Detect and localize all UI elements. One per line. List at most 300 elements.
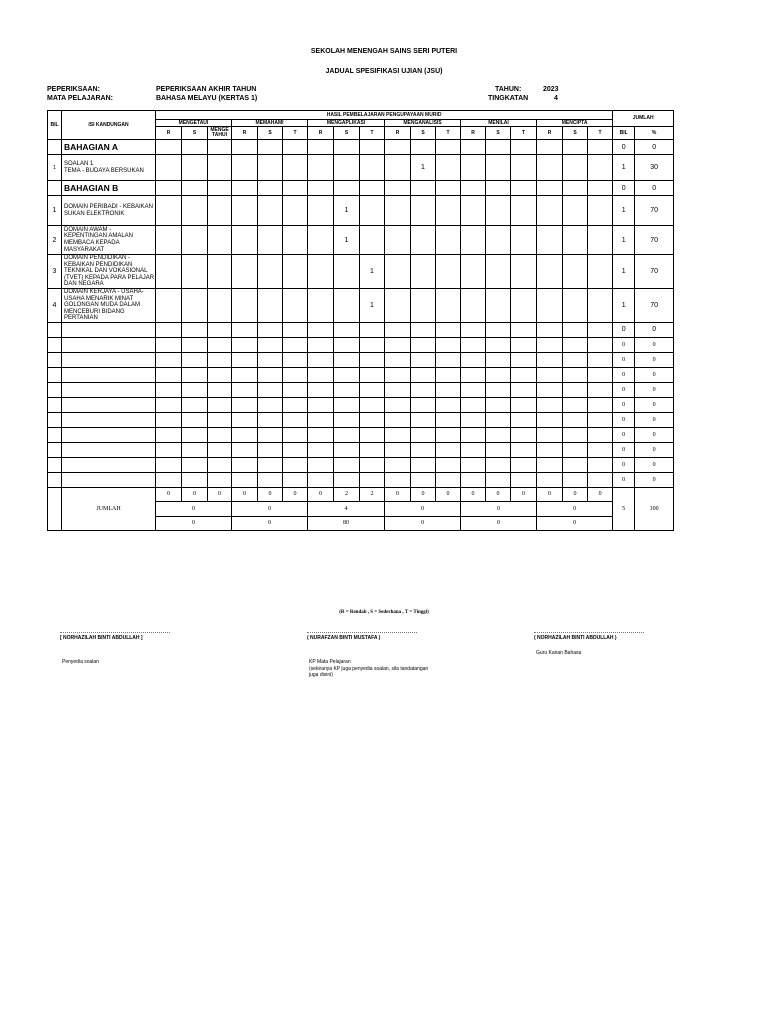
isi-kandungan xyxy=(62,289,156,323)
grid-cell xyxy=(436,155,461,181)
grid-cell xyxy=(334,322,360,337)
grid-cell xyxy=(258,412,283,427)
total-bil: 0 xyxy=(613,382,635,397)
grid-cell xyxy=(182,382,208,397)
total-bil: 0 xyxy=(613,367,635,382)
grid-cell xyxy=(283,226,308,255)
grid-cell xyxy=(411,226,436,255)
grid-cell xyxy=(308,155,334,181)
grid-cell xyxy=(588,322,613,337)
level-count: 0 xyxy=(232,501,308,516)
table-row xyxy=(48,337,674,352)
grid-cell xyxy=(436,382,461,397)
grid-cell xyxy=(208,352,232,367)
grid-cell xyxy=(258,457,283,472)
grid-cell xyxy=(232,412,258,427)
grid-cell xyxy=(411,352,436,367)
grid-cell xyxy=(360,226,385,255)
grid-cell xyxy=(208,289,232,323)
level-value: 4 xyxy=(554,95,558,102)
grid-cell xyxy=(258,289,283,323)
count-cell: 0 xyxy=(308,487,334,501)
grid-cell xyxy=(182,322,208,337)
grand-total-bil: 5 xyxy=(613,487,635,530)
count-cell: 0 xyxy=(385,487,411,501)
isi-text: DOMAIN KERJAYA - USAHA-USAHA MENARIK MINAT GOLONGAN MUDA DALAM MENCEBURI BIDANG PERTANIAN xyxy=(64,289,144,322)
grid-cell xyxy=(258,337,283,352)
grid-cell xyxy=(258,442,283,457)
grid-cell xyxy=(182,181,208,196)
grid-cell xyxy=(436,181,461,196)
grid-cell xyxy=(486,140,511,155)
grid-cell xyxy=(411,367,436,382)
table-row xyxy=(48,255,674,289)
grid-cell xyxy=(511,367,537,382)
total-bil: 0 xyxy=(613,472,635,487)
grid-cell xyxy=(334,140,360,155)
grid-cell xyxy=(411,472,436,487)
col-hasil-pembelajaran: HASIL PEMBELAJARAN PENGUPAYAAN MURID xyxy=(156,111,613,120)
mark-cell: 1 xyxy=(360,289,385,323)
grid-cell xyxy=(511,322,537,337)
grid-cell xyxy=(563,289,588,323)
total-bil: 1 xyxy=(613,255,635,289)
grid-cell xyxy=(182,427,208,442)
level-header: MENGANALISIS xyxy=(385,120,461,127)
isi-text: TEMA - BUDAYA BERSUKAN xyxy=(64,167,144,174)
grid-cell xyxy=(537,367,563,382)
grid-cell xyxy=(511,140,537,155)
grand-total-pct: 100 xyxy=(635,487,674,530)
table-row xyxy=(48,322,674,337)
sub-header: T xyxy=(283,127,308,140)
isi-kandungan xyxy=(62,155,156,181)
grid-cell xyxy=(258,155,283,181)
count-cell: 0 xyxy=(537,487,563,501)
grid-cell xyxy=(511,226,537,255)
total-pct: 0 xyxy=(635,412,674,427)
grid-cell xyxy=(563,382,588,397)
grid-cell xyxy=(334,352,360,367)
grid-cell xyxy=(208,472,232,487)
signature-name: [ NORHAZILAH BINTI ABDULLAH ] xyxy=(60,635,143,641)
grid-cell xyxy=(436,226,461,255)
total-pct: 0 xyxy=(635,367,674,382)
count-cell: 0 xyxy=(461,487,486,501)
grid-cell xyxy=(360,352,385,367)
grid-cell xyxy=(308,427,334,442)
table-row xyxy=(48,457,674,472)
table-row xyxy=(48,226,674,255)
grid-cell xyxy=(385,397,411,412)
exam-value: PEPERIKSAAN AKHIR TAHUN xyxy=(156,86,257,93)
grid-cell xyxy=(283,442,308,457)
table-row xyxy=(48,196,674,226)
grid-cell xyxy=(411,196,436,226)
grid-cell xyxy=(461,226,486,255)
grid-cell xyxy=(411,255,436,289)
grid-cell xyxy=(461,255,486,289)
grid-cell xyxy=(563,472,588,487)
signature-role: KP Mata Pelajaran (sekiranya KP juga penyedia soalan, sila tandatangan juga disini) xyxy=(309,659,429,678)
grid-cell xyxy=(411,322,436,337)
grid-cell xyxy=(258,367,283,382)
grid-cell xyxy=(156,140,182,155)
total-pct: 0 xyxy=(635,457,674,472)
grid-cell xyxy=(436,472,461,487)
school-name: SEKOLAH MENENGAH SAINS SERI PUTERI xyxy=(310,48,458,55)
grid-cell xyxy=(563,367,588,382)
total-bil: 1 xyxy=(613,155,635,181)
grid-cell xyxy=(436,322,461,337)
grid-cell xyxy=(208,412,232,427)
isi-kandungan xyxy=(62,337,156,352)
grid-cell xyxy=(156,352,182,367)
grid-cell xyxy=(258,255,283,289)
table-row xyxy=(48,382,674,397)
isi-kandungan xyxy=(62,442,156,457)
section-label: BAHAGIAN A xyxy=(62,140,156,155)
grid-cell xyxy=(360,155,385,181)
col-jumlah: JUMLAH xyxy=(613,111,674,127)
grid-cell xyxy=(436,427,461,442)
isi-kandungan xyxy=(62,322,156,337)
grid-cell xyxy=(588,226,613,255)
isi-kandungan xyxy=(62,196,156,226)
total-pct: 70 xyxy=(635,289,674,323)
grid-cell xyxy=(308,196,334,226)
grid-cell xyxy=(563,337,588,352)
grid-cell xyxy=(486,472,511,487)
count-cell: 0 xyxy=(563,487,588,501)
table-row xyxy=(48,412,674,427)
total-bil: 0 xyxy=(613,427,635,442)
total-pct: 0 xyxy=(635,382,674,397)
grid-cell xyxy=(563,181,588,196)
grid-cell xyxy=(537,352,563,367)
sub-header: R xyxy=(385,127,411,140)
grid-cell xyxy=(588,196,613,226)
grid-cell xyxy=(208,155,232,181)
grid-cell xyxy=(461,352,486,367)
grid-cell xyxy=(461,427,486,442)
sub-header: S xyxy=(486,127,511,140)
grid-cell xyxy=(461,457,486,472)
grid-cell xyxy=(156,337,182,352)
grid-cell xyxy=(486,196,511,226)
grid-cell xyxy=(588,457,613,472)
table-row xyxy=(48,487,674,501)
total-bil: 0 xyxy=(613,442,635,457)
mark-cell: 1 xyxy=(334,226,360,255)
grid-cell xyxy=(461,337,486,352)
grid-cell xyxy=(308,397,334,412)
grid-cell xyxy=(283,427,308,442)
bil-cell xyxy=(48,397,62,412)
grid-cell xyxy=(360,337,385,352)
isi-kandungan xyxy=(62,226,156,255)
grid-cell xyxy=(537,397,563,412)
grid-cell xyxy=(283,397,308,412)
level-header: MEMAHAMI xyxy=(232,120,308,127)
grid-cell xyxy=(486,352,511,367)
grid-cell xyxy=(411,382,436,397)
level-header: MENGETAUI xyxy=(156,120,232,127)
grid-cell xyxy=(486,382,511,397)
grid-cell xyxy=(182,226,208,255)
grid-cell xyxy=(563,397,588,412)
total-pct: 0 xyxy=(635,140,674,155)
grid-cell xyxy=(511,337,537,352)
grid-cell xyxy=(283,472,308,487)
grid-cell xyxy=(411,442,436,457)
level-pct: 0 xyxy=(537,516,613,530)
grid-cell xyxy=(486,427,511,442)
grid-cell xyxy=(308,412,334,427)
bil-cell xyxy=(48,487,62,530)
grid-cell xyxy=(537,412,563,427)
grid-cell xyxy=(360,322,385,337)
grid-cell xyxy=(511,196,537,226)
grid-cell xyxy=(563,226,588,255)
year-label: TAHUN: xyxy=(495,86,522,93)
grid-cell xyxy=(182,255,208,289)
grid-cell xyxy=(385,226,411,255)
grid-cell xyxy=(436,397,461,412)
signature-line xyxy=(307,632,417,633)
grid-cell xyxy=(461,155,486,181)
grid-cell xyxy=(588,337,613,352)
sub-header: S xyxy=(563,127,588,140)
isi-kandungan xyxy=(62,412,156,427)
grid-cell xyxy=(385,155,411,181)
grid-cell xyxy=(588,140,613,155)
grid-cell xyxy=(537,382,563,397)
grid-cell xyxy=(411,427,436,442)
grid-cell xyxy=(334,397,360,412)
grid-cell xyxy=(360,397,385,412)
level-pct: 0 xyxy=(385,516,461,530)
count-cell: 2 xyxy=(360,487,385,501)
total-bil: 0 xyxy=(613,457,635,472)
isi-kandungan xyxy=(62,367,156,382)
isi-text: DOMAIN AWAM - KEPENTINGAN AMALAN MEMBACA KEPADA MASYARAKAT xyxy=(64,226,134,253)
total-pct: 70 xyxy=(635,196,674,226)
grid-cell xyxy=(486,322,511,337)
grid-cell xyxy=(486,289,511,323)
grid-cell xyxy=(182,412,208,427)
grid-cell xyxy=(283,412,308,427)
grid-cell xyxy=(537,472,563,487)
bil-cell xyxy=(48,442,62,457)
grid-cell xyxy=(283,289,308,323)
grid-cell xyxy=(385,289,411,323)
sub-header: T xyxy=(360,127,385,140)
grid-cell xyxy=(563,155,588,181)
bil-cell xyxy=(48,181,62,196)
grid-cell xyxy=(182,472,208,487)
grid-cell xyxy=(511,289,537,323)
total-pct: 0 xyxy=(635,352,674,367)
grid-cell xyxy=(411,289,436,323)
level-count: 0 xyxy=(385,501,461,516)
grid-cell xyxy=(385,255,411,289)
total-pct: 0 xyxy=(635,181,674,196)
grid-cell xyxy=(258,140,283,155)
level-header: MENGAPLIKASI xyxy=(308,120,385,127)
year-value: 2023 xyxy=(543,86,559,93)
grid-cell xyxy=(461,181,486,196)
signature-guru-kanan xyxy=(534,632,644,656)
grid-cell xyxy=(461,412,486,427)
grid-cell xyxy=(156,181,182,196)
grid-cell xyxy=(385,352,411,367)
grid-cell xyxy=(182,196,208,226)
grid-cell xyxy=(537,457,563,472)
grid-cell xyxy=(232,196,258,226)
grid-cell xyxy=(308,181,334,196)
total-pct: 70 xyxy=(635,255,674,289)
grid-cell xyxy=(511,412,537,427)
sub-header: S xyxy=(334,127,360,140)
sub-header: R xyxy=(156,127,182,140)
grid-cell xyxy=(588,472,613,487)
grid-cell xyxy=(461,322,486,337)
grid-cell xyxy=(537,140,563,155)
sub-header: S xyxy=(411,127,436,140)
grid-cell xyxy=(537,322,563,337)
grid-cell xyxy=(486,457,511,472)
bil-cell xyxy=(48,427,62,442)
grid-cell xyxy=(258,196,283,226)
count-cell: 0 xyxy=(156,487,182,501)
grid-cell xyxy=(308,337,334,352)
bil-cell: 1 xyxy=(48,196,62,226)
grid-cell xyxy=(385,457,411,472)
grid-cell xyxy=(537,337,563,352)
grid-cell xyxy=(182,457,208,472)
grid-cell xyxy=(208,140,232,155)
grid-cell xyxy=(308,382,334,397)
grid-cell xyxy=(563,322,588,337)
grid-cell xyxy=(182,352,208,367)
total-pct: 0 xyxy=(635,337,674,352)
signature-name: ( NORHAZILAH BINTI ABDULLAH ) xyxy=(534,635,617,641)
signature-line xyxy=(60,632,170,633)
grid-cell xyxy=(461,289,486,323)
table-row xyxy=(48,140,674,155)
grid-cell xyxy=(156,442,182,457)
grid-cell xyxy=(436,255,461,289)
grid-cell xyxy=(461,196,486,226)
grid-cell xyxy=(461,140,486,155)
level-pct: 0 xyxy=(232,516,308,530)
grid-cell xyxy=(208,226,232,255)
grid-cell xyxy=(385,140,411,155)
total-bil: 0 xyxy=(613,181,635,196)
grid-cell xyxy=(588,397,613,412)
total-pct: 30 xyxy=(635,155,674,181)
table-row xyxy=(48,181,674,196)
grid-cell xyxy=(283,322,308,337)
grid-cell xyxy=(208,367,232,382)
grid-cell xyxy=(232,181,258,196)
grid-cell xyxy=(511,155,537,181)
total-bil: 1 xyxy=(613,196,635,226)
signature-role: Penyedia soalan xyxy=(62,659,99,665)
grid-cell xyxy=(588,427,613,442)
grid-cell xyxy=(588,352,613,367)
grid-cell xyxy=(232,382,258,397)
isi-text: DOMAIN PENDIDIKAN -KEBAIKAN PENDIDIKAN TEKNIKAL DAN VOKASIONAL (TVET) KEPADA PARA PELAJAR DAN NEGARA xyxy=(64,255,155,288)
level-count: 0 xyxy=(156,501,232,516)
grid-cell xyxy=(182,367,208,382)
grid-cell xyxy=(283,352,308,367)
grid-cell xyxy=(385,367,411,382)
grid-cell xyxy=(156,322,182,337)
mark-cell: 1 xyxy=(334,196,360,226)
grid-cell xyxy=(588,255,613,289)
grid-cell xyxy=(588,367,613,382)
level-count: 4 xyxy=(308,501,385,516)
grid-cell xyxy=(208,442,232,457)
grid-cell xyxy=(258,181,283,196)
grid-cell xyxy=(334,337,360,352)
grid-cell xyxy=(258,226,283,255)
grid-cell xyxy=(208,337,232,352)
count-cell: 0 xyxy=(208,487,232,501)
grid-cell xyxy=(360,140,385,155)
table-row xyxy=(48,289,674,323)
grid-cell xyxy=(283,337,308,352)
grid-cell xyxy=(436,367,461,382)
count-cell: 0 xyxy=(436,487,461,501)
grid-cell xyxy=(334,289,360,323)
sub-header: S xyxy=(258,127,283,140)
grid-cell xyxy=(308,226,334,255)
bil-cell xyxy=(48,412,62,427)
grid-cell xyxy=(588,442,613,457)
grid-cell xyxy=(411,457,436,472)
grid-cell xyxy=(182,140,208,155)
grid-cell xyxy=(385,337,411,352)
level-pct: 80 xyxy=(308,516,385,530)
count-cell: 0 xyxy=(588,487,613,501)
grid-cell xyxy=(537,196,563,226)
isi-kandungan xyxy=(62,352,156,367)
subject-value: BAHASA MELAYU (KERTAS 1) xyxy=(156,95,258,102)
level-count: 0 xyxy=(461,501,537,516)
grid-cell xyxy=(258,382,283,397)
count-cell: 0 xyxy=(258,487,283,501)
jumlah-label: JUMLAH xyxy=(62,487,156,530)
sub-header: T xyxy=(436,127,461,140)
sub-header: R xyxy=(461,127,486,140)
grid-cell xyxy=(283,255,308,289)
grid-cell xyxy=(486,181,511,196)
grid-cell xyxy=(511,181,537,196)
signature-penyedia xyxy=(60,632,170,665)
section-label: BAHAGIAN B xyxy=(62,181,156,196)
count-cell: 2 xyxy=(334,487,360,501)
grid-cell xyxy=(588,181,613,196)
sub-header: T xyxy=(511,127,537,140)
grid-cell xyxy=(232,442,258,457)
level-count: 0 xyxy=(537,501,613,516)
grid-cell xyxy=(308,367,334,382)
grid-cell xyxy=(461,472,486,487)
isi-text: SOALAN 1 xyxy=(64,160,94,167)
